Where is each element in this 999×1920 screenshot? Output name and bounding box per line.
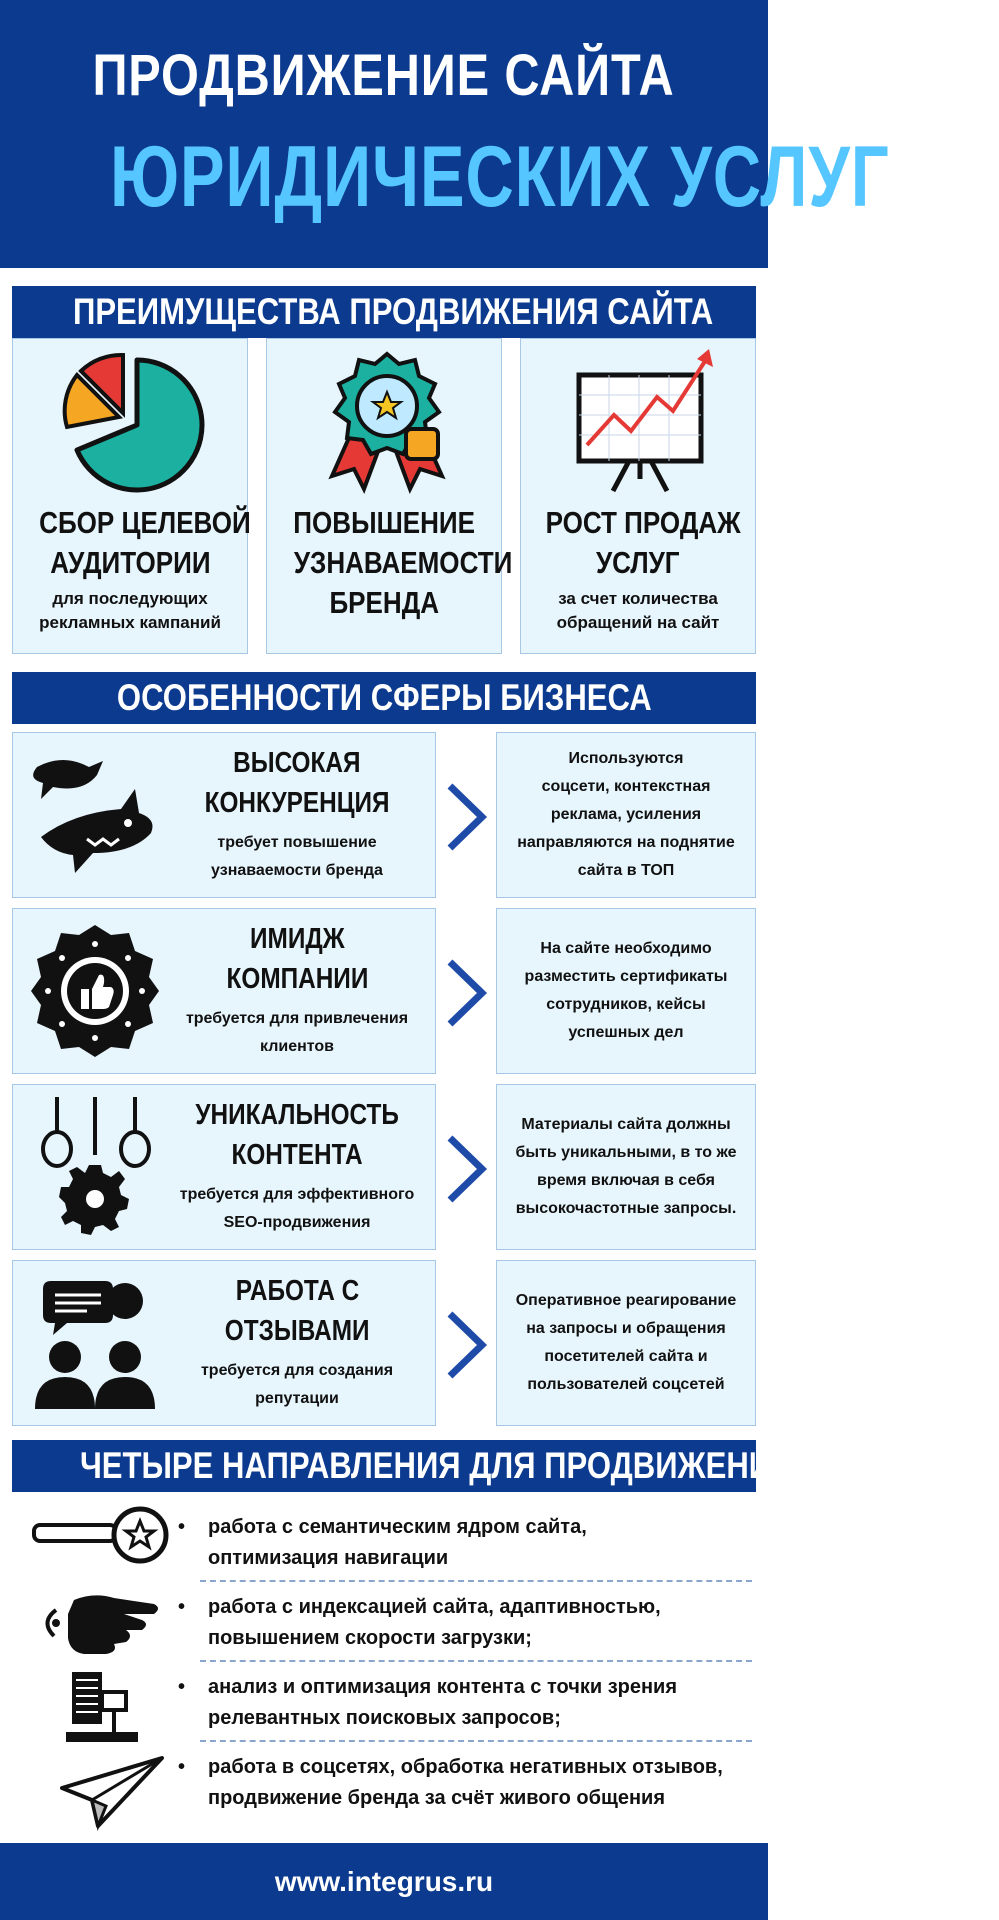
- chevron-right-icon: [444, 782, 488, 852]
- chat-people-icon: [27, 1275, 163, 1411]
- feature-subtitle: требуется для привлечения: [185, 1010, 409, 1027]
- growth-chart-icon: [569, 345, 719, 495]
- page-title-line1: ПРОДВИЖЕНИЕ САЙТА: [92, 43, 676, 108]
- paper-plane-icon: [58, 1754, 168, 1830]
- divider: [200, 1740, 752, 1742]
- advantage-card-audience: [12, 338, 251, 654]
- card-subtitle: обращений на сайт: [556, 613, 720, 632]
- feature-subtitle: SEO-продвижения: [223, 1214, 371, 1231]
- feature-row-competition: [12, 732, 436, 898]
- card-title: УЗНАВАЕМОСТИ: [293, 545, 513, 580]
- advantage-card-sales: [520, 338, 756, 654]
- feature-subtitle: требуется для создания: [200, 1362, 394, 1379]
- card-title: ПОВЫШЕНИЕ: [293, 505, 475, 540]
- chevron-right-icon: [444, 1310, 488, 1380]
- card-subtitle: для последующих: [52, 589, 208, 608]
- page-title-line2: ЮРИДИЧЕСКИХ УСЛУГ: [109, 129, 890, 225]
- feature-row-reviews: [12, 1260, 436, 1426]
- feature-subtitle: узнаваемости бренда: [211, 862, 383, 879]
- direction-item: • анализ и оптимизация контента с точки зрения релевантных поисковых запросов;: [178, 1676, 678, 1729]
- desktop-computer-icon: [62, 1668, 142, 1748]
- divider: [200, 1660, 752, 1662]
- feature-detail: Материалы сайта должны быть уникальными, в то же время включая в себя высокочастотные запросы.: [496, 1084, 756, 1250]
- feature-title: КОНТЕНТА: [231, 1139, 363, 1171]
- feature-title: ИМИДЖ: [249, 923, 345, 955]
- feature-subtitle: требует повышение: [217, 834, 377, 851]
- card-subtitle: за счет количества: [558, 589, 718, 608]
- gear-hooks-icon: [27, 1097, 163, 1237]
- magnifier-star-icon: [30, 1505, 170, 1575]
- feature-title: УНИКАЛЬНОСТЬ: [195, 1099, 399, 1131]
- card-title: УСЛУГ: [596, 545, 680, 580]
- direction-item: • работа с семантическим ядром сайта, оптимизация навигации: [178, 1516, 587, 1569]
- advantages-banner: ПРЕИМУЩЕСТВА ПРОДВИЖЕНИЯ САЙТА: [12, 286, 756, 338]
- pie-chart-icon: [67, 355, 217, 485]
- award-badge-icon: [322, 351, 452, 491]
- footer-url[interactable]: www.integrus.ru: [0, 1843, 768, 1920]
- card-title: СБОР ЦЕЛЕВОЙ: [39, 505, 251, 540]
- card-subtitle: рекламных кампаний: [39, 613, 221, 632]
- feature-row-content: [12, 1084, 436, 1250]
- chevron-right-icon: [444, 958, 488, 1028]
- feature-title: КОНКУРЕНЦИЯ: [204, 787, 390, 819]
- chevron-right-icon: [444, 1134, 488, 1204]
- features-banner: ОСОБЕННОСТИ СФЕРЫ БИЗНЕСА: [12, 672, 756, 724]
- card-title: РОСТ ПРОДАЖ: [545, 505, 741, 540]
- feature-row-image: [12, 908, 436, 1074]
- direction-item: • работа с индексацией сайта, адаптивностью, повышением скорости загрузки;: [178, 1596, 661, 1649]
- advantage-card-brand: [266, 338, 513, 654]
- feature-subtitle: репутации: [255, 1390, 339, 1407]
- shark-fish-icon: [23, 753, 163, 879]
- feature-title: РАБОТА С: [235, 1275, 359, 1307]
- thumbs-up-seal-icon: [27, 923, 163, 1059]
- feature-title: ВЫСОКАЯ: [233, 747, 361, 779]
- feature-title: ОТЗЫВАМИ: [224, 1315, 370, 1347]
- feature-title: КОМПАНИИ: [226, 963, 368, 995]
- feature-detail: Оперативное реагирование на запросы и обращения посетителей сайта и пользователей соцсетей: [496, 1260, 756, 1426]
- feature-detail: На сайте необходимо разместить сертификаты сотрудников, кейсы успешных дел: [496, 908, 756, 1074]
- directions-banner: ЧЕТЫРЕ НАПРАВЛЕНИЯ ДЛЯ ПРОДВИЖЕНИЯ: [12, 1440, 756, 1492]
- divider: [200, 1580, 752, 1582]
- feature-detail: Используются соцсети, контекстная реклама, усиления направляются на поднятие сайта в ТОП: [496, 732, 756, 898]
- feature-subtitle: требуется для эффективного: [179, 1186, 415, 1203]
- direction-item: • работа в соцсетях, обработка негативных отзывов, продвижение бренда за счёт живого общения: [178, 1756, 723, 1809]
- card-title: БРЕНДА: [329, 585, 439, 620]
- card-title: АУДИТОРИИ: [49, 545, 211, 580]
- feature-subtitle: клиентов: [260, 1038, 334, 1055]
- pointing-hand-icon: [34, 1590, 164, 1660]
